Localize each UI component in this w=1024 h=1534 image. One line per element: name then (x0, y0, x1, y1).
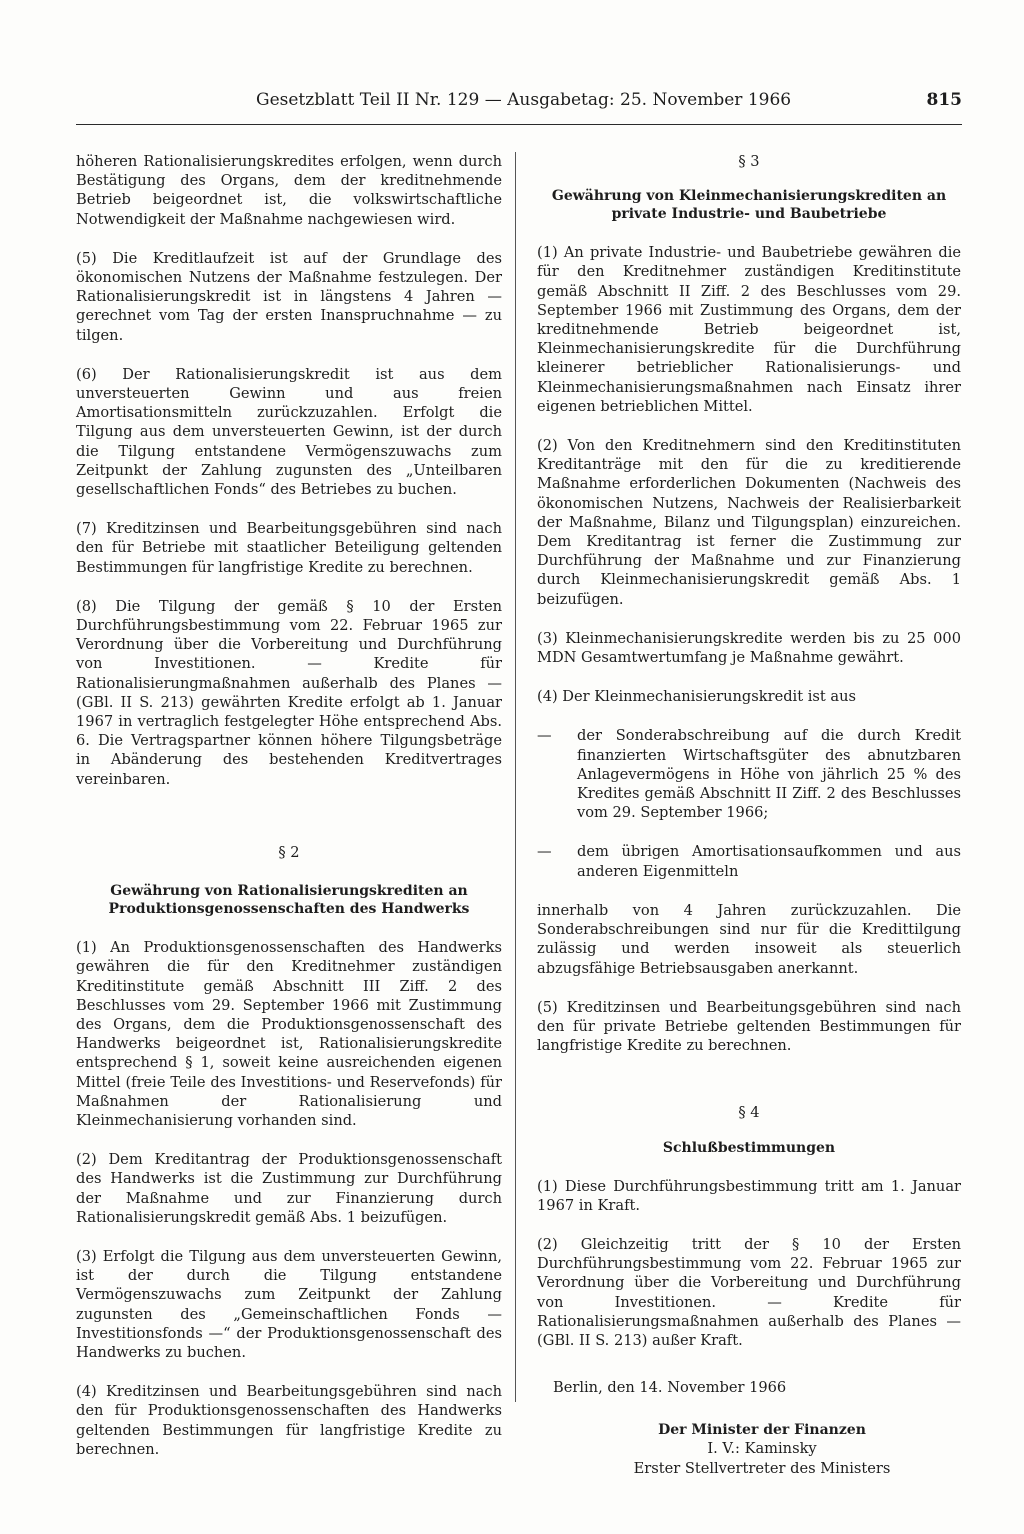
section-4-title: Schlußbestimmungen (662, 1139, 836, 1156)
list-item-dash-1 (537, 726, 961, 822)
signature-role: Erster Stellvertreter des Ministers (633, 1459, 891, 1477)
paragraph-5: (5) Die Kreditlaufzeit ist auf der Grundlage des ökonomischen Nutzens der Maßnahme festzulegen. Der Rationalisierungskredit ist in längstens 4 Jahren — gerechnet vom Tag der ersten Inanspruchnahme — zu tilgen. (76, 249, 502, 344)
section-2-paragraph-4: (4) Kreditzinsen und Bearbeitungsgebühren sind nach den für Produktionsgenossenschaften des Handwerks geltenden Bestimmungen für langfristige Kredite zu berechnen. (76, 1383, 502, 1458)
dash-mark: — (537, 727, 552, 745)
section-3-paragraph-1: (1) An private Industrie- und Baubetriebe gewähren die für den Kreditnehmer zuständigen Kreditinstitute gemäß Abschnitt II Ziff. 2 des Beschlusses vom 29. September 1966 mit Zustimmung des Organs, dem der kreditnehmende Betrieb beigeordnet ist, Kleinmechanisierungskredite für die Durchführung kleinerer betrieblicher Rationalisierungs- und Kleinmechanisierungsmaßnahmen nach Einsatz ihrer eigenen betrieblichen Mittel. (537, 244, 961, 415)
paragraph-7: (7) Kreditzinsen und Bearbeitungsgebühren sind nach den für Betriebe mit staatlicher Beteiligung geltenden Bestimmungen für langfristige Kredite zu berechnen. (76, 520, 502, 576)
column-divider (515, 152, 516, 1402)
list-item-text: der Sonderabschreibung auf die durch Kredit finanzierten Wirtschaftsgüter des abnutzbaren Anlagevermögens in Höhe von jährlich 25 % des Kredites gemäß Abschnitt II Ziff. 2 des Beschlusses vom 29. September 1966; (577, 727, 961, 822)
section-3-paragraph-4-continued: innerhalb von 4 Jahren zurückzuzahlen. Die Sonderabschreibungen sind nur für die Kredittilgung zulässig und werden insoweit als steuerlich abzugsfähige Betriebsausgaben anerkannt. (537, 901, 961, 977)
header-title: Gesetzblatt Teil II Nr. 129 — Ausgabetag: 25. November 1966 (256, 90, 792, 110)
section-3-paragraph-2: (2) Von den Kreditnehmern sind den Kreditinstituten Kreditanträge mit den für die zu kreditierende Maßnahme erforderlichen Dokumenten (Nachweis des ökonomischen Nutzens, Nachweis der Realisierbarkeit der Maßnahme, Bilanz und Tilgungsplan) einzureichen. Dem Kreditantrag ist ferner die Zustimmung zur Durchführung der Maßnahme und zur Finanzierung durch Kleinmechanisierungskredit gemäß Abs. 1 beizufügen. (537, 437, 961, 608)
paragraph-8: (8) Die Tilgung der gemäß § 10 der Ersten Durchführungsbestimmung vom 22. Februar 1965 zur Verordnung über die Vorbereitung und Durchführung von Investitionen. — Kredite für Rationalisierungmaßnahmen außerhalb des Planes — (GBl. II S. 213) gewährten Kredite erfolgt ab 1. Januar 1967 in vertraglich festgelegter Höhe entsprechend Abs. 6. Die Vertragspartner können höhere Tilgungsbeträge in Abänderung des bestehenden Kreditvertrages vereinbaren. (76, 597, 502, 788)
section-3-title-line-2: private Industrie- und Baubetriebe (611, 206, 887, 223)
section-3-paragraph-5: (5) Kreditzinsen und Bearbeitungsgebühren sind nach den für private Betriebe geltenden Bestimmungen für langfristige Kredite zu berechnen. (537, 998, 961, 1055)
header-rule (76, 124, 962, 125)
list-item-text: dem übrigen Amortisationsaufkommen und aus anderen Eigenmitteln (577, 843, 961, 880)
section-4-number: § 4 (738, 1104, 760, 1122)
signature-office: Der Minister der Finanzen (658, 1422, 866, 1439)
list-item-dash-2 (537, 842, 961, 880)
section-2-paragraph-1: (1) An Produktionsgenossenschaften des Handwerks gewähren die für den Kreditnehmer zuständigen Kreditinstitute gemäß Abschnitt III Ziff. 2 des Beschlusses vom 29. September 1966 mit Zustimmung des Organs, dem die Produktionsgenossenschaft des Handwerks beigeordnet ist, Rationalisierungskredite entsprechend § 1, soweit keine ausreichenden eigenen Mittel (freie Teile des Investitions- und Reservefonds) für Maßnahmen der Rationalisierung und Kleinmechanisierung vorhanden sind. (76, 939, 502, 1129)
right-column (537, 152, 961, 1478)
section-4-paragraph-1: (1) Diese Durchführungsbestimmung tritt am 1. Januar 1967 in Kraft. (537, 1177, 961, 1214)
section-4-paragraph-2: (2) Gleichzeitig tritt der § 10 der Ersten Durchführungsbestimmung vom 22. Februar 1965 zur Verordnung über die Vorbereitung und Durchführung von Investitionen. — Kredite für Rationalisierungsmaßnahmen außerhalb des Planes — (GBl. II S. 213) außer Kraft. (537, 1235, 961, 1349)
section-2-title-line-2: Produktionsgenossenschaften des Handwerks (108, 901, 470, 918)
section-2-paragraph-3: (3) Erfolgt die Tilgung aus dem unversteuerten Gewinn, ist der durch die Tilgung entstandene Vermögenszuwachs zum Zeitpunkt der Zahlung zugunsten des „Gemeinschaftlichen Fonds — Investitionsfonds —“ der Produktionsgenossenschaft des Handwerks zu buchen. (76, 1247, 502, 1361)
section-3-title-line-1: Gewährung von Kleinmechanisierungskrediten an (551, 188, 947, 205)
section-2-number: § 2 (278, 843, 300, 861)
paragraph-6: (6) Der Rationalisierungskredit ist aus dem unversteuerten Gewinn und aus freien Amortisationsmitteln zurückzuzahlen. Erfolgt die Tilgung aus dem unversteuerten Gewinn, ist der durch die Tilgung entstandene Vermögenszuwachs zum Zeitpunkt der Zahlung zugunsten des „Unteilbaren gesellschaftlichen Fonds“ des Betriebes zu buchen. (76, 365, 502, 499)
dash-mark: — (537, 843, 552, 861)
page-header (76, 90, 964, 120)
left-column (76, 152, 502, 1459)
paragraph-continued: höheren Rationalisierungskredites erfolgen, wenn durch Bestätigung des Organs, dem der kreditnehmende Betrieb beigeordnet ist, die volkswirtschaftliche Notwendigkeit der Maßnahme nachgewiesen wird. (76, 153, 502, 228)
page-number: 815 (926, 90, 962, 110)
section-2-title-line-1: Gewährung von Rationalisierungskrediten an (110, 883, 468, 900)
section-2-paragraph-2: (2) Dem Kreditantrag der Produktionsgenossenschaft des Handwerks ist die Zustimmung zur Durchführung der Maßnahme und zur Finanzierung durch Rationalisierungskredit gemäß Abs. 1 beizufügen. (76, 1151, 502, 1226)
section-3-paragraph-4: (4) Der Kleinmechanisierungskredit ist aus (537, 688, 856, 706)
section-3-paragraph-3: (3) Kleinmechanisierungskredite werden bis zu 25 000 MDN Gesamtwertumfang je Maßnahme gewährt. (537, 629, 961, 667)
signature-name: I. V.: Kaminsky (707, 1440, 817, 1458)
section-3-number: § 3 (738, 153, 760, 170)
place-date: Berlin, den 14. November 1966 (553, 1379, 787, 1397)
